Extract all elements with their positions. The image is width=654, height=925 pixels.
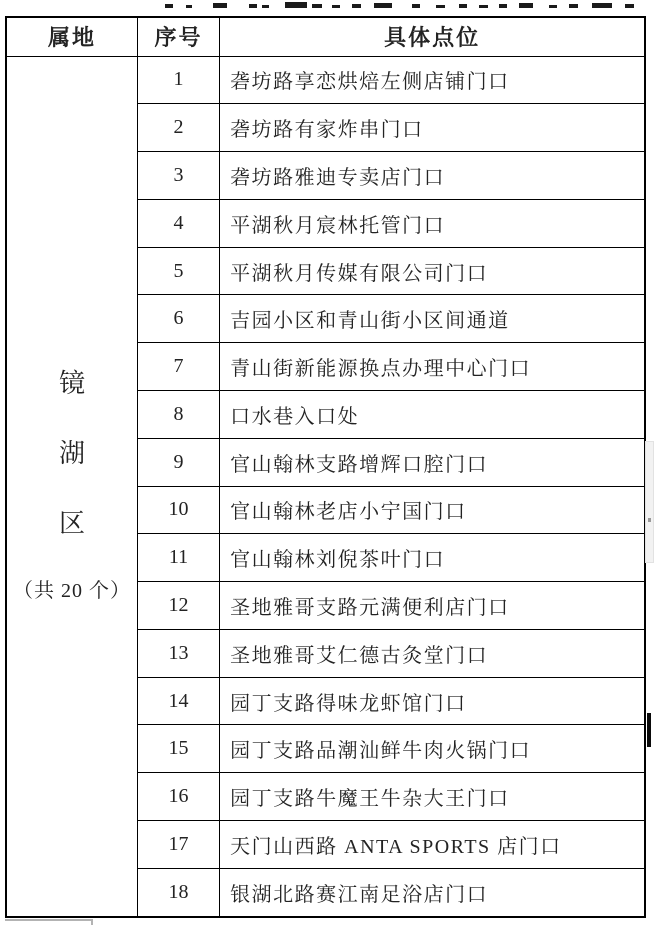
- district-name-char: 镜: [58, 369, 85, 399]
- text-cursor-mark: [647, 713, 651, 747]
- row-location-cell: 青山街新能源换点办理中心门口: [220, 343, 645, 391]
- header-serial-no: 序号: [137, 17, 219, 56]
- next-element-fragment: [5, 919, 93, 925]
- row-number-cell: 16: [137, 773, 219, 821]
- district-name-char: 区: [58, 509, 85, 539]
- row-number-cell: 11: [137, 534, 219, 582]
- table-header-row: [6, 17, 645, 56]
- row-number-cell: 8: [137, 390, 219, 438]
- row-location-cell: 银湖北路赛江南足浴店门口: [220, 868, 645, 917]
- row-number-cell: 3: [137, 152, 219, 200]
- row-number-cell: 5: [137, 247, 219, 295]
- row-location-cell: 吉园小区和青山街小区间通道: [220, 295, 645, 343]
- row-location-cell: 圣地雅哥艾仁德古灸堂门口: [220, 629, 645, 677]
- row-number-cell: 10: [137, 486, 219, 534]
- scrollbar-track[interactable]: [645, 441, 654, 563]
- row-location-cell: 官山翰林支路增辉口腔门口: [220, 438, 645, 486]
- row-location-cell: 园丁支路牛魔王牛杂大王门口: [220, 773, 645, 821]
- row-location-cell: 口水巷入口处: [220, 390, 645, 438]
- row-number-cell: 12: [137, 582, 219, 630]
- row-location-cell: 平湖秋月宸林托管门口: [220, 199, 645, 247]
- row-number-cell: 4: [137, 199, 219, 247]
- scrollbar-thumb-dot: [648, 518, 651, 522]
- row-location-cell: 砻坊路享恋烘焙左侧店铺门口: [220, 56, 645, 104]
- row-number-cell: 9: [137, 438, 219, 486]
- row-location-cell: 平湖秋月传媒有限公司门口: [220, 247, 645, 295]
- row-location-cell: 园丁支路得味龙虾馆门口: [220, 677, 645, 725]
- row-location-cell: 官山翰林刘倪茶叶门口: [220, 534, 645, 582]
- row-number-cell: 7: [137, 343, 219, 391]
- row-number-cell: 13: [137, 629, 219, 677]
- points-table: [5, 16, 646, 918]
- row-location-cell: 官山翰林老店小宁国门口: [220, 486, 645, 534]
- table-row: [6, 56, 645, 104]
- row-number-cell: 15: [137, 725, 219, 773]
- row-number-cell: 18: [137, 868, 219, 917]
- cropped-title-fragments: [0, 0, 654, 9]
- district-name-char: 湖: [58, 439, 85, 469]
- row-number-cell: 2: [137, 104, 219, 152]
- row-location-cell: 园丁支路品潮汕鲜牛肉火锅门口: [220, 725, 645, 773]
- points-table-body: [6, 56, 645, 917]
- row-location-cell: 砻坊路有家炸串门口: [220, 104, 645, 152]
- header-location: 具体点位: [220, 17, 645, 56]
- row-location-cell: 砻坊路雅迪专卖店门口: [220, 152, 645, 200]
- row-location-cell: 圣地雅哥支路元满便利店门口: [220, 582, 645, 630]
- area-merged-cell: [6, 56, 137, 917]
- row-number-cell: 6: [137, 295, 219, 343]
- row-number-cell: 14: [137, 677, 219, 725]
- district-count-label: （共 20 个）: [12, 580, 131, 603]
- header-area: 属地: [6, 17, 137, 56]
- row-location-cell: 天门山西路 ANTA SPORTS 店门口: [220, 821, 645, 869]
- row-number-cell: 1: [137, 56, 219, 104]
- row-number-cell: 17: [137, 821, 219, 869]
